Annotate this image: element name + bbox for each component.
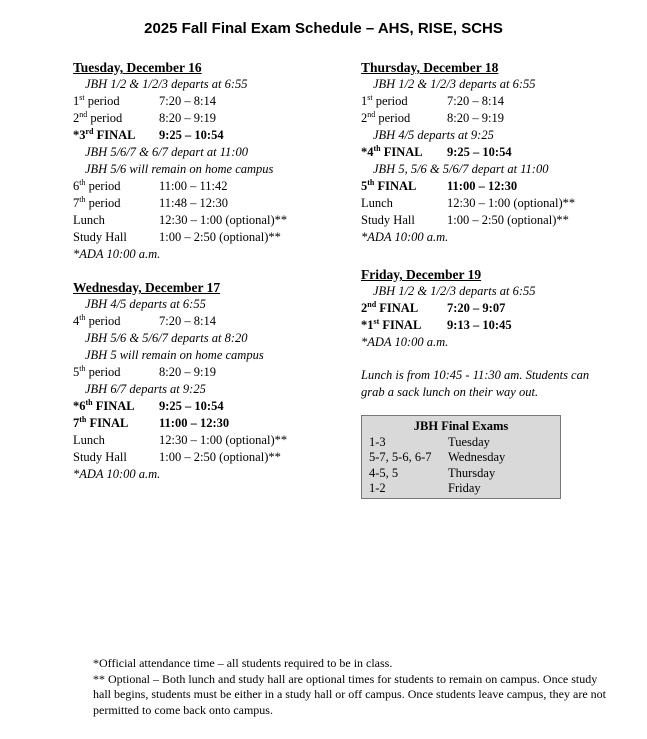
bus-departure-note: JBH 5 will remain on home campus (85, 348, 264, 362)
period-time: 11:48 – 12:30 (159, 196, 228, 210)
ordinal-suffix: st (373, 317, 380, 326)
period-label (361, 195, 447, 212)
bus-departure-note: JBH 1/2 & 1/2/3 departs at 6:55 (85, 77, 248, 91)
period-time: 9:25 – 10:54 (159, 128, 224, 142)
period-type: FINAL (380, 145, 423, 159)
ordinal-suffix: nd (367, 300, 377, 309)
jbh-row (369, 481, 553, 497)
page-title: 2025 Fall Final Exam Schedule – AHS, RISE, SCHS (144, 20, 503, 37)
period-label (73, 93, 159, 110)
period-label (361, 300, 447, 317)
period-type: FINAL (374, 179, 417, 193)
footnote-attendance: *Official attendance time – all students required to be in class. (93, 656, 393, 670)
jbh-final-exams-box (361, 415, 561, 499)
period-label (73, 432, 159, 449)
bus-departure-note: JBH 1/2 & 1/2/3 departs at 6:55 (373, 284, 536, 298)
period-number: 6 (73, 179, 80, 193)
period-time: 1:00 – 2:50 (optional)** (447, 213, 569, 227)
day-wednesday (73, 279, 287, 483)
period-type: period (85, 179, 121, 193)
final-row (361, 178, 575, 195)
ordinal-suffix: th (85, 398, 93, 407)
period-time: 7:20 – 8:14 (159, 314, 216, 328)
final-row (73, 127, 287, 144)
period-row (73, 229, 287, 246)
jbh-grades: 1-2 (369, 481, 386, 495)
period-number: Study Hall (361, 213, 415, 227)
period-label (73, 398, 159, 415)
period-time: 11:00 – 11:42 (159, 179, 228, 193)
period-type: FINAL (86, 416, 129, 430)
period-label (361, 212, 447, 229)
period-number: 2 (361, 111, 368, 125)
period-number: 1 (73, 94, 80, 108)
friday-lunch-note: Lunch is from 10:45 - 11:30 am. Students can grab a sack lunch on their way out. (361, 368, 590, 399)
day-heading: Friday, December 19 (361, 267, 482, 282)
bus-departure-note: JBH 5/6 & 5/6/7 departs at 8:20 (85, 331, 248, 345)
period-label (73, 127, 159, 144)
jbh-row (369, 435, 553, 451)
period-time: 7:20 – 9:07 (447, 301, 506, 315)
day-tuesday (73, 59, 287, 263)
ordinal-suffix: th (79, 195, 86, 204)
final-row (73, 398, 287, 415)
ada-note: *ADA 10:00 a.m. (361, 230, 449, 244)
period-number: 5 (361, 179, 368, 193)
ordinal-suffix: th (79, 415, 87, 424)
jbh-grades: 4-5, 5 (369, 465, 399, 480)
day-thursday (361, 59, 575, 246)
period-label (361, 178, 447, 195)
period-number: 5 (73, 365, 80, 379)
period-number: *6 (73, 399, 86, 413)
ordinal-suffix: rd (85, 127, 94, 136)
period-time: 8:20 – 9:19 (447, 111, 504, 125)
period-number: 2 (361, 301, 368, 315)
period-type: FINAL (92, 399, 135, 413)
period-label (73, 313, 159, 330)
period-type: period (372, 94, 408, 108)
period-number: *1 (361, 318, 374, 332)
ada-note: *ADA 10:00 a.m. (361, 335, 449, 349)
period-type: FINAL (379, 318, 422, 332)
ordinal-suffix: nd (79, 110, 88, 119)
period-time: 11:00 – 12:30 (159, 416, 230, 430)
period-type: period (375, 111, 411, 125)
ordinal-suffix: nd (367, 110, 376, 119)
jbh-day: Thursday (448, 465, 496, 480)
period-time: 7:20 – 8:14 (447, 94, 504, 108)
day-heading: Tuesday, December 16 (73, 60, 202, 75)
final-row (73, 415, 287, 432)
jbh-day: Tuesday (448, 434, 490, 449)
bus-departure-note: JBH 5/6 will remain on home campus (85, 162, 274, 176)
period-time: 9:13 – 10:45 (447, 318, 512, 332)
period-type: period (87, 111, 123, 125)
jbh-grades: 5-7, 5-6, 6-7 (369, 450, 432, 464)
period-number: Lunch (73, 433, 105, 447)
period-number: *3 (73, 128, 86, 142)
period-number: 4 (73, 314, 80, 328)
period-label (361, 317, 447, 334)
jbh-day: Friday (448, 481, 481, 495)
footnote-optional: ** Optional – Both lunch and study hall are optional times for students to remain on campus. Once study hall begins, students must be either in a study hall or off campus. Once students leave campus, they are not permitted to come back onto campus. (93, 671, 606, 717)
period-row (73, 364, 287, 381)
final-row (361, 144, 575, 161)
period-number: Study Hall (73, 230, 127, 244)
ada-note: *ADA 10:00 a.m. (73, 247, 161, 261)
period-label (73, 415, 159, 432)
period-time: 7:20 – 8:14 (159, 94, 216, 108)
period-row (73, 195, 287, 212)
bus-departure-note: JBH 6/7 departs at 9:25 (85, 382, 206, 396)
period-label (73, 229, 159, 246)
period-time: 11:00 – 12:30 (447, 179, 518, 193)
ordinal-suffix: th (367, 178, 375, 187)
period-label (73, 178, 159, 195)
bus-departure-note: JBH 4/5 departs at 6:55 (85, 297, 206, 311)
bus-departure-note: JBH 4/5 departs at 9:25 (373, 128, 494, 142)
period-number: Lunch (73, 213, 105, 227)
jbh-row (369, 466, 553, 482)
period-row (73, 432, 287, 449)
period-number: Study Hall (73, 450, 127, 464)
ordinal-suffix: th (79, 313, 86, 322)
period-row (73, 313, 287, 330)
period-type: FINAL (376, 301, 419, 315)
day-heading: Wednesday, December 17 (73, 280, 221, 295)
bus-departure-note: JBH 5/6/7 & 6/7 depart at 11:00 (85, 145, 248, 159)
period-number: 1 (361, 94, 368, 108)
period-time: 1:00 – 2:50 (optional)** (159, 230, 281, 244)
period-type: period (84, 94, 120, 108)
period-row (73, 110, 287, 127)
period-label (73, 110, 159, 127)
period-type: period (85, 365, 121, 379)
period-type: period (85, 314, 121, 328)
jbh-grades: 1-3 (369, 434, 386, 449)
final-row (361, 317, 536, 334)
period-label (73, 364, 159, 381)
bus-departure-note: JBH 5, 5/6 & 5/6/7 depart at 11:00 (373, 162, 549, 176)
period-label (361, 93, 447, 110)
period-type: FINAL (93, 128, 136, 142)
period-time: 12:30 – 1:00 (optional)** (447, 196, 576, 210)
footnotes (93, 656, 613, 718)
jbh-day: Wednesday (448, 450, 506, 464)
period-number: 7 (73, 196, 80, 210)
period-row (73, 178, 287, 195)
period-label (73, 195, 159, 212)
ordinal-suffix: th (79, 364, 86, 373)
period-time: 9:25 – 10:54 (159, 399, 224, 413)
period-row (361, 110, 575, 127)
period-row (361, 93, 575, 110)
period-label (361, 110, 447, 127)
period-row (73, 212, 287, 229)
period-time: 12:30 – 1:00 (optional)** (159, 213, 288, 227)
period-number: *4 (361, 145, 374, 159)
period-label (361, 144, 447, 161)
day-heading: Thursday, December 18 (361, 60, 499, 75)
period-number: 2 (73, 111, 80, 125)
period-time: 12:30 – 1:00 (optional)** (159, 433, 288, 447)
period-time: 8:20 – 9:19 (159, 111, 216, 125)
ordinal-suffix: st (367, 93, 373, 102)
ordinal-suffix: th (79, 178, 86, 187)
ada-note: *ADA 10:00 a.m. (73, 467, 161, 481)
period-row (73, 449, 287, 466)
jbh-box-title: JBH Final Exams (413, 419, 509, 433)
period-time: 9:25 – 10:54 (447, 145, 512, 159)
period-label (73, 449, 159, 466)
bus-departure-note: JBH 1/2 & 1/2/3 departs at 6:55 (373, 77, 536, 91)
period-row (73, 93, 287, 110)
final-row (361, 300, 536, 317)
period-time: 8:20 – 9:19 (159, 365, 216, 379)
ordinal-suffix: th (373, 144, 381, 153)
period-row (361, 212, 575, 229)
ordinal-suffix: st (79, 93, 85, 102)
jbh-row (369, 450, 553, 466)
period-number: 7 (73, 416, 80, 430)
day-friday (361, 266, 536, 351)
period-number: Lunch (361, 196, 393, 210)
period-label (73, 212, 159, 229)
period-type: period (85, 196, 121, 210)
period-row (361, 195, 575, 212)
period-time: 1:00 – 2:50 (optional)** (159, 450, 281, 464)
